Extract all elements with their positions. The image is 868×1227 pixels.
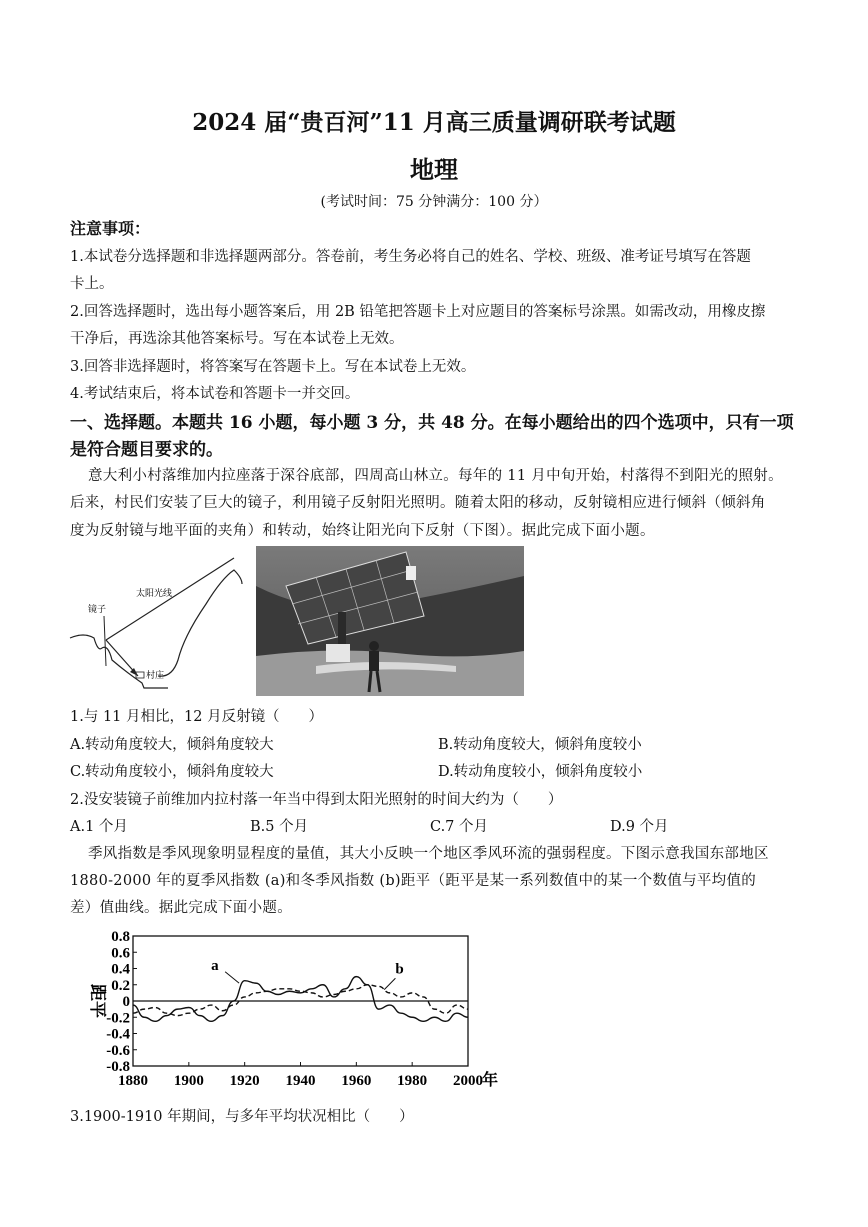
y-tick-label: -0.8 — [106, 1059, 130, 1075]
option-a: A.转动角度较大，倾斜角度较大 — [70, 737, 274, 753]
option-b: B.5 个月 — [250, 819, 309, 835]
series-a-label: a — [211, 958, 219, 975]
series-a-line — [133, 977, 468, 1022]
passage-line: 1880-2000 年的夏季风指数 (a)和冬季风指数 (b)距平（距平是某一系列数值中的某一个数值与平均值的 — [70, 873, 757, 889]
section-heading: 是符合题目要求的。 — [70, 440, 223, 460]
section-heading: 一、选择题。本题共 16 小题，每小题 3 分，共 48 分。在每小题给出的四个选项中，只有一项 — [70, 413, 794, 433]
mirror-photo — [256, 546, 524, 696]
x-tick-label: 1900 — [173, 1073, 204, 1089]
monsoon-index-chart — [70, 925, 520, 1095]
option-c: C.转动角度较小，倾斜角度较大 — [70, 764, 274, 780]
notice-line: 4.考试结束后，将本试卷和答题卡一并交回。 — [70, 386, 360, 402]
option-a: A.1 个月 — [70, 819, 128, 835]
y-tick-label: 0.6 — [111, 945, 130, 962]
series-a-leader — [225, 972, 239, 983]
option-d: D.9 个月 — [610, 819, 669, 835]
y-axis-label: 距平 — [87, 984, 107, 1018]
y-tick-label: -0.2 — [106, 1010, 130, 1027]
x-tick-label: 1920 — [229, 1073, 260, 1089]
passage-line: 后来，村民们安装了巨大的镜子，利用镜子反射阳光照明。随着太阳的移动，反射镜相应进行倾斜（倾斜角 — [70, 495, 766, 511]
x-tick-label: 1940 — [285, 1073, 316, 1089]
option-d: D.转动角度较小，倾斜角度较小 — [438, 764, 643, 780]
x-tick-label: 2000 — [453, 1073, 483, 1089]
y-tick-label: 0 — [122, 994, 130, 1010]
question-stem: 3.1900-1910 年期间，与多年平均状况相比（ ） — [70, 1109, 414, 1125]
series-b-label: b — [395, 961, 404, 978]
village-label: 村庄 — [146, 671, 165, 681]
notice-line: 1.本试卷分选择题和非选择题两部分。答卷前，考生务必将自己的姓名、学校、班级、准考证号填写在答题 — [70, 249, 751, 265]
question-stem: 1.与 11 月相比，12 月反射镜（ ） — [70, 709, 324, 725]
notice-line: 3.回答非选择题时，将答案写在答题卡上。写在本试卷上无效。 — [70, 359, 476, 375]
x-tick-label: 1880 — [118, 1073, 148, 1089]
exam-title: 2024 届“贵百河”11 月高三质量调研联考试题 — [192, 109, 676, 136]
passage-line: 度为反射镜与地平面的夹角）和转动，始终让阳光向下反射（下图）。据此完成下面小题。 — [70, 523, 655, 539]
y-tick-label: -0.6 — [106, 1042, 130, 1059]
sunlight-label: 太阳光线 — [136, 589, 173, 599]
mirror-label: 镜子 — [88, 605, 107, 615]
mirror-diagram — [66, 548, 256, 698]
notice-heading: 注意事项： — [70, 219, 151, 238]
option-c: C.7 个月 — [430, 819, 489, 835]
y-tick-label: -0.4 — [106, 1026, 130, 1043]
x-tick-label: 1980 — [397, 1073, 428, 1089]
x-unit-label: 年 — [482, 1070, 499, 1089]
exam-info: (考试时间：75 分钟满分：100 分） — [320, 194, 548, 210]
series-b-leader — [384, 978, 395, 989]
passage-line: 差）值曲线。据此完成下面小题。 — [70, 900, 292, 916]
series-b-line — [133, 985, 468, 1016]
subject-title: 地理 — [410, 155, 458, 184]
y-tick-label: 0.8 — [111, 929, 130, 945]
x-tick-label: 1960 — [341, 1073, 372, 1089]
y-tick-label: 0.4 — [111, 961, 130, 978]
notice-line: 卡上。 — [70, 276, 114, 292]
passage-line: 意大利小村落维加内拉座落于深谷底部，四周高山林立。每年的 11 月中旬开始，村落得不到阳光的照射。 — [88, 468, 783, 484]
notice-line: 2.回答选择题时，选出每小题答案后，用 2B 铅笔把答题卡上对应题目的答案标号涂黑。如需改动，用橡皮擦 — [70, 304, 766, 320]
question-stem: 2.没安装镜子前维加内拉村落一年当中得到太阳光照射的时间大约为（ ） — [70, 792, 563, 808]
y-tick-label: 0.2 — [111, 977, 130, 994]
notice-line: 干净后，再选涂其他答案标号。写在本试卷上无效。 — [70, 331, 404, 347]
passage-line: 季风指数是季风现象明显程度的量值，其大小反映一个地区季风环流的强弱程度。下图示意我国东部地区 — [88, 846, 769, 862]
option-b: B.转动角度较大，倾斜角度较小 — [438, 737, 642, 753]
